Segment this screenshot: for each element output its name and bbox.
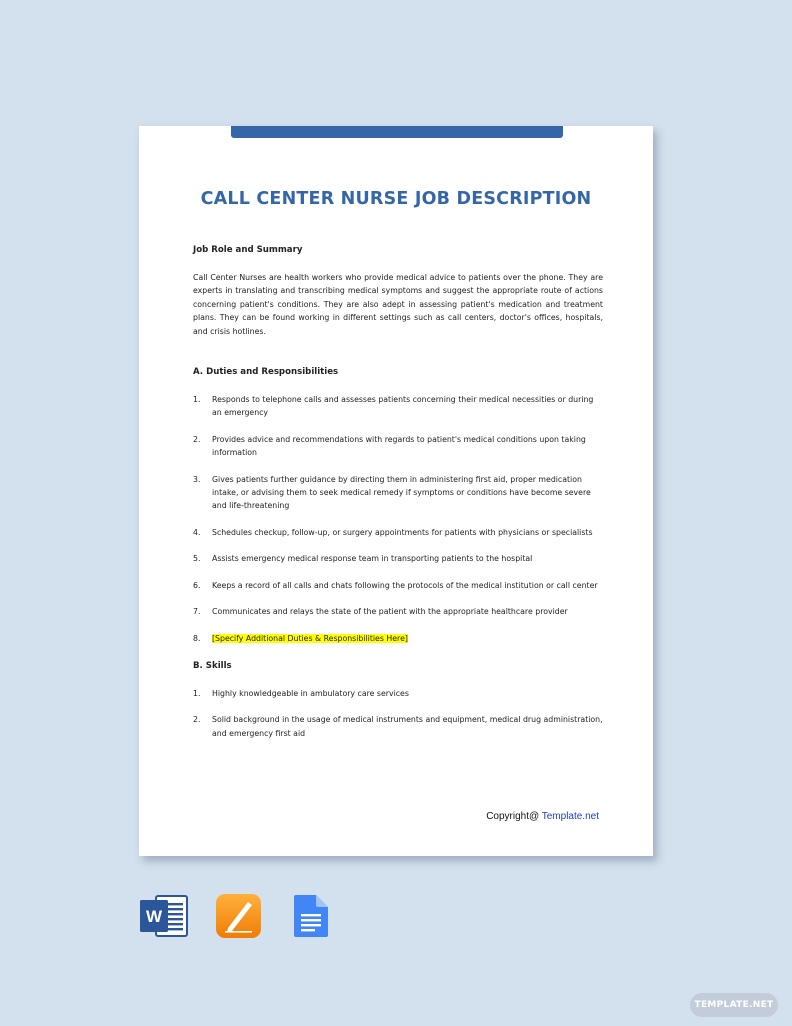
header-accent-bar [231, 126, 563, 138]
list-item [193, 687, 603, 700]
role-heading: Job Role and Summary [193, 245, 303, 255]
item-number: 7. [193, 607, 201, 617]
word-icon[interactable] [140, 893, 188, 939]
duties-heading: A. Duties and Responsibilities [193, 367, 339, 378]
item-text: Solid background in the usage of medical instruments and equipment, medical drug administration, and emergency first aid [212, 715, 603, 738]
copyright-prefix: Copyright@ [486, 811, 542, 822]
skills-heading: B. Skills [193, 660, 232, 671]
list-item [193, 713, 603, 740]
duties-list [193, 393, 603, 645]
app-icons-row [140, 893, 338, 939]
google-docs-icon[interactable] [290, 893, 338, 939]
item-number: 2. [193, 715, 201, 725]
item-number: 1. [193, 688, 201, 698]
placeholder-highlight: [Specify Additional Duties & Responsibilities Here] [212, 633, 408, 643]
list-item [193, 473, 603, 513]
item-text: Keeps a record of all calls and chats following the protocols of the medical institution or call center [212, 580, 598, 590]
item-text: Gives patients further guidance by directing them in administering first aid, proper medication intake, or advising them to seek medical remedy if symptoms or conditions have become severe and life-threatening [212, 474, 591, 511]
list-item [193, 605, 603, 618]
list-item [193, 526, 603, 539]
item-number: 6. [193, 580, 201, 590]
item-text: Assists emergency medical response team in transporting patients to the hospital [212, 554, 533, 564]
skills-list [193, 687, 603, 740]
role-summary: Call Center Nurses are health workers who provide medical advice to patients over the phone. They are experts in translating and transcribing medical symptoms and suggest the appropriate route of actions concerning patient's conditions. They are also adept in assessing patient's medication and treatment plans. They can be found working in different settings such as call centers, doctor's offices, hospitals, and crisis hotlines. [193, 273, 603, 336]
list-item [193, 433, 603, 460]
document-page [139, 126, 653, 856]
list-item [193, 579, 603, 592]
list-item [193, 393, 603, 420]
copyright-notice [486, 811, 599, 822]
item-text: Communicates and relays the state of the patient with the appropriate healthcare provider [212, 607, 568, 617]
template-net-link[interactable]: Template.net [541, 811, 599, 822]
item-text: Provides advice and recommendations with regards to patient's medical conditions upon taking information [212, 434, 586, 458]
list-item [193, 552, 603, 565]
item-number: 3. [193, 474, 201, 484]
pages-icon[interactable] [215, 893, 263, 939]
document-body [193, 244, 603, 753]
item-number: 1. [193, 395, 201, 405]
item-text: Responds to telephone calls and assesses patients concerning their medical necessities or during an emergency [212, 395, 594, 418]
template-net-badge[interactable]: TEMPLATE.NET [690, 993, 778, 1017]
item-number: 4. [193, 527, 201, 537]
item-text: Highly knowledgeable in ambulatory care services [212, 688, 409, 698]
document-title: CALL CENTER NURSE JOB DESCRIPTION [200, 189, 592, 209]
svg-text:W: W [145, 907, 163, 926]
item-number: 8. [193, 633, 201, 643]
item-number: 2. [193, 434, 201, 444]
item-text: Schedules checkup, follow-up, or surgery appointments for patients with physicians or specialists [212, 527, 593, 537]
list-item [193, 632, 603, 645]
item-number: 5. [193, 554, 201, 564]
